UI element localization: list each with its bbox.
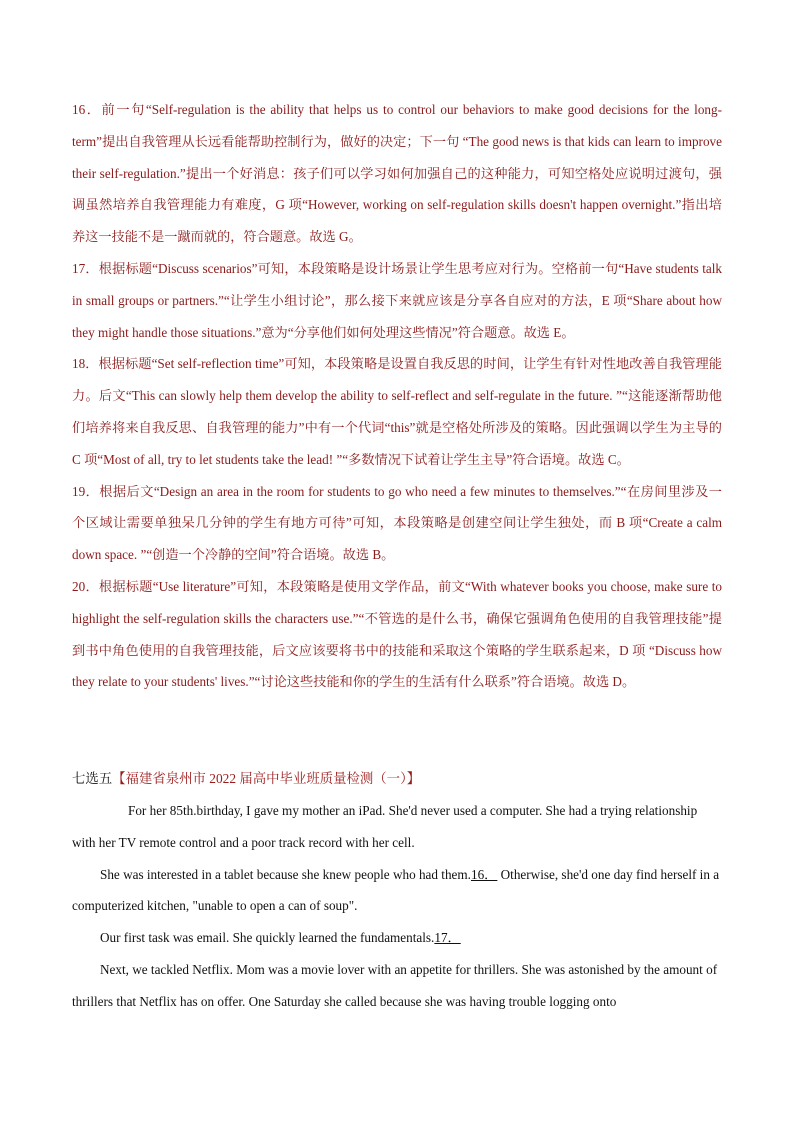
answer-explanations bbox=[72, 94, 722, 698]
passage-paragraph-4: Next, we tackled Netflix. Mom was a movie lover with an appetite for thrillers. She was astonished by the amount of thrillers that Netflix has on offer. One Saturday she called because she was having trouble logging onto bbox=[72, 961, 718, 1009]
passage-text: Our first task was email. She quickly learned the fundamentals. bbox=[100, 930, 435, 946]
section-heading bbox=[72, 763, 420, 795]
answer-16: 16．前一句“Self-regulation is the ability that helps us to control our behaviors to make good decisions for the long-term”提出自我管理从长远看能帮助控制行为，做好的决定；下一句 “The good news is that kids can learn to improve their self-regulation.”提出一个好消息：孩子们可以学习如何加强自己的这种能力，可知空格处应说明过渡句，强调虽然培养自我管理能力有难度，G 项“However, working on self-regulation skills doesn't happen overnight.”指出培养这一技能不是一蹴而就的，符合题意。故选 G。 bbox=[72, 102, 722, 245]
answer-17: 17．根据标题“Discuss scenarios”可知，本段策略是设计场景让学生思考应对行为。空格前一句“Have students talk in small groups or partners.”“让学生小组讨论”，那么接下来就应该是分享各自应对的方法，E 项“Share about how they might handle those situations.”意为“分享他们如何处理这些情况”符合题意。故选 E。 bbox=[72, 260, 722, 340]
passage-paragraph-3 bbox=[72, 922, 722, 954]
passage-paragraph-1: For her 85th.birthday, I gave my mother an iPad. She'd never used a computer. She had a trying relationship with her TV remote control and a poor track record with her cell. bbox=[72, 803, 698, 850]
passage-text: She was interested in a tablet because she knew people who had them. bbox=[100, 866, 471, 882]
section-source: 【福建省泉州市 2022 届高中毕业班质量检测（一）】 bbox=[112, 771, 421, 786]
answer-20: 20．根据标题“Use literature”可知，本段策略是使用文学作品，前文“With whatever books you choose, make sure to highlight the self-regulation skills the characters use.”“不管选的是什么书，确保它强调角色使用的自我管理技能”提到书中角色使用的自我管理技能，后文应该要将书中的技能和采取这个策略的学生联系起来，D 项 “Discuss how they relate to your students' lives.”“讨论这些技能和你的学生的生活有什么联系”符合语境。故选 D。 bbox=[72, 578, 722, 690]
section-label: 七选五 bbox=[72, 771, 113, 786]
answer-18: 18．根据标题“Set self-reflection time”可知，本段策略是设置自我反思的时间，让学生有针对性地改善自我管理能力。后文“This can slowly help them develop the ability to self-reflect and self-regulate in the future. ”“这能逐渐帮助他们培养将来自我反思、自我管理的能力”中有一个代词“this”就是空格处所涉及的策略。因此强调以学生为主导的 C 项“Most of all, try to let students take the lead! ”“多数情况下试着让学生主导”符合语境。故选 C。 bbox=[72, 356, 722, 467]
blank-16: 16． bbox=[470, 866, 498, 882]
passage-paragraph-2 bbox=[72, 859, 722, 923]
reading-passage bbox=[72, 795, 722, 1018]
answer-19: 19．根据后文“Design an area in the room for students to go who need a few minutes to themselves.”“在房间里涉及一个区域让需要单独呆几分钟的学生有地方可待”可知，本段策略是创建空间让学生独处，而 B 项“Create a calm down space. ”“创造一个冷静的空间”符合语境。故选 B。 bbox=[72, 483, 722, 563]
passage-text: Otherwise, she'd one day find herself in a computerized kitchen, "unable to open a can of soup". bbox=[72, 866, 720, 914]
blank-17: 17． bbox=[434, 930, 461, 946]
